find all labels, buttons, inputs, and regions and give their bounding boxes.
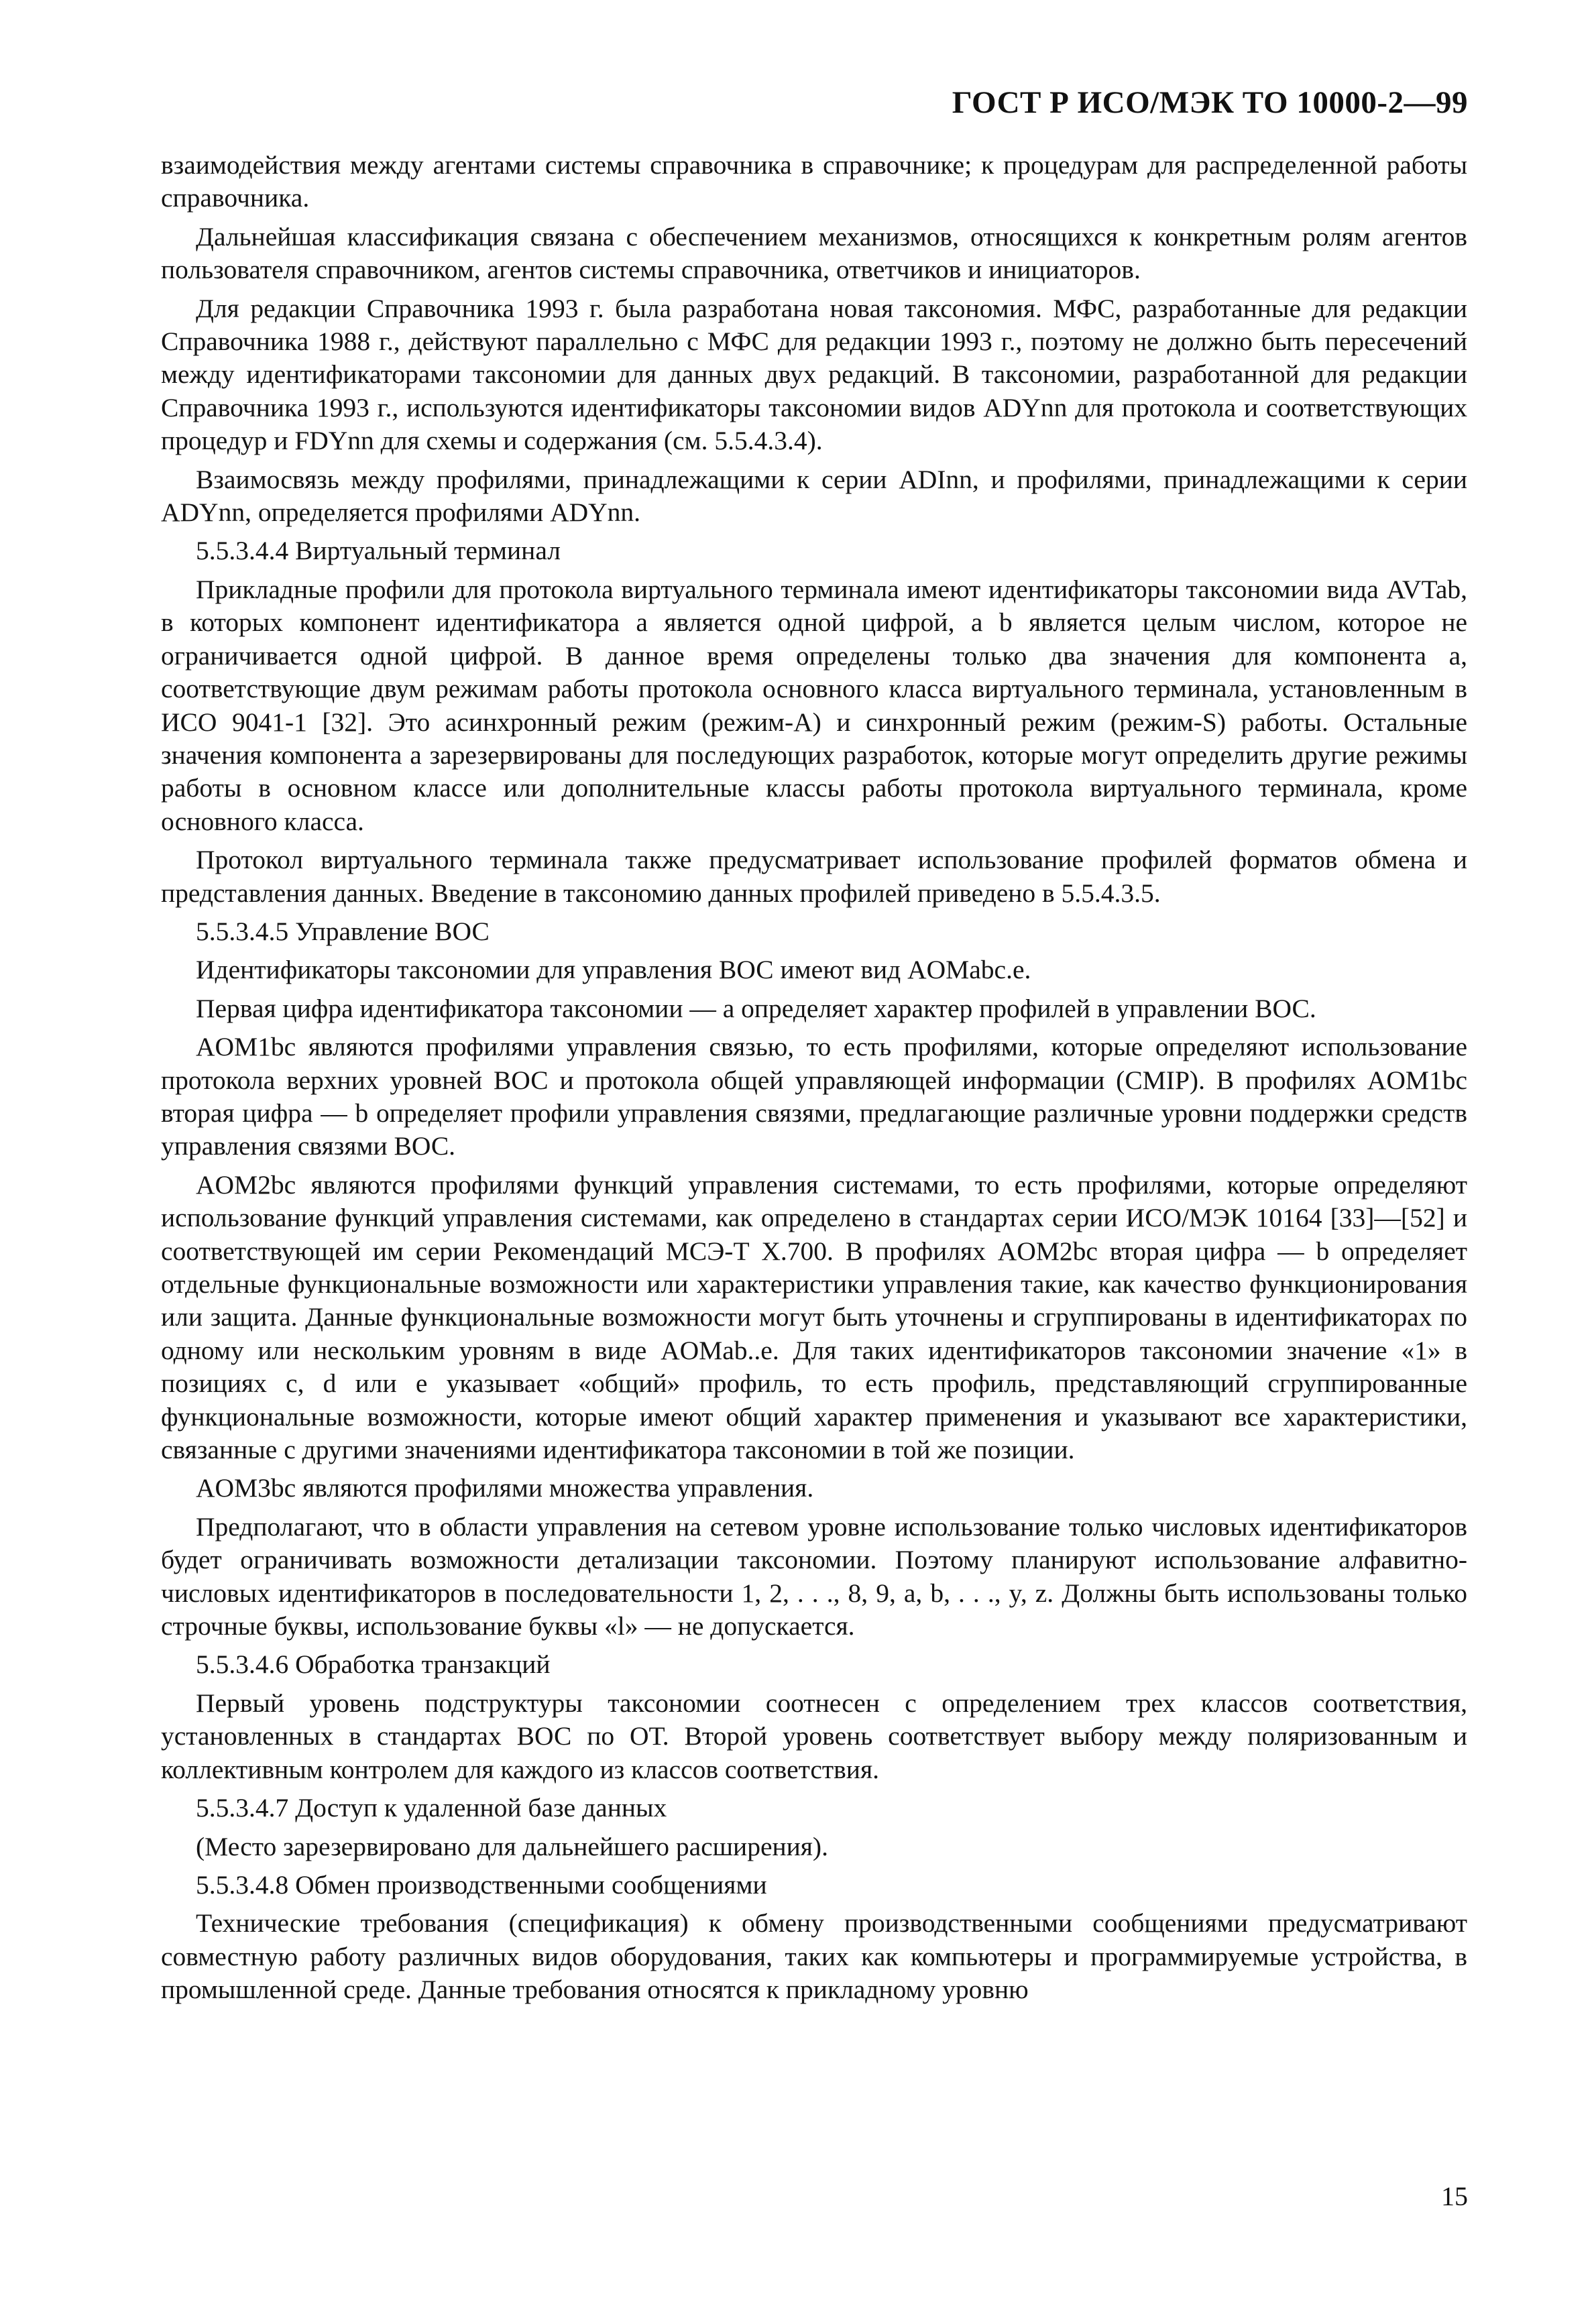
paragraph: Идентификаторы таксономии для управления ВОС имеют вид AOMabc.e. (196, 955, 1031, 985)
paragraph: Предполагают, что в области управления на сетевом уровне использование только числовых идентификаторов будет ограничивать возможности детализации таксономии. Поэтому планируют использование алфавитно-числовых идентификаторов в последовательности 1, 2, . . ., 8, 9, a, b, . . ., y, z. Должны быть использованы только строчные буквы, использование буквы «l» — не допускается. (161, 1511, 1467, 1641)
paragraph: Дальнейшая классификация связана с обеспечением механизмов, относящихся к конкретным ролям агентов пользователя справочником, агентов системы справочника, ответчиков и инициаторов. (161, 221, 1467, 285)
paragraph: AOM3bc являются профилями множества управления. (196, 1473, 814, 1503)
paragraph: Для редакции Справочника 1993 г. была разработана новая таксономия. МФС, разработанные для редакции Справочника 1988 г., действуют параллельно с МФС для редакции 1993 г., поэтому не должно быть пересечений между идентификаторами таксономии для данных двух редакций. В таксономии, разработанной для редакции Справочника 1993 г., используются идентификаторы таксономии видов ADYnn для протокола и соответствующих процедур и FDYnn для схемы и содержания (см. 5.5.4.3.4). (161, 293, 1467, 456)
paragraph: взаимодействия между агентами системы справочника в справочнике; к процедурам для распределенной работы справочника. (161, 150, 1467, 213)
section-heading: 5.5.3.4.5 Управление ВОС (196, 916, 490, 946)
document-code-header: ГОСТ Р ИСО/МЭК ТО 10000-2—99 (952, 85, 1468, 120)
paragraph: Первая цифра идентификатора таксономии — a определяет характер профилей в управлении ВОС. (196, 993, 1316, 1023)
section-heading: 5.5.3.4.4 Виртуальный терминал (196, 536, 561, 566)
paragraph: Протокол виртуального терминала также предусматривает использование профилей форматов обмена и представления данных. Введение в таксономию данных профилей приведено в 5.5.4.3.5. (161, 845, 1467, 908)
body-text (161, 149, 1467, 2012)
paragraph: Первый уровень подструктуры таксономии соотнесен с определением трех классов соответствия, установленных в стандартах ВОС по ОТ. Второй уровень соответствует выбору между поляризованным и коллективным контролем для каждого из классов соответствия. (161, 1688, 1467, 1784)
paragraph: Прикладные профили для протокола виртуального терминала имеют идентификаторы таксономии вида AVTab, в которых компонент идентификатора a является одной цифрой, а b является целым числом, которое не ограничивается одной цифрой. В данное время определены только два значения для компонента a, соответствующие двум режимам работы протокола основного класса виртуального терминала, установленным в ИСО 9041-1 [32]. Это асинхронный режим (режим-А) и синхронный режим (режим-S) работы. Остальные значения компонента a зарезервированы для последующих разработок, которые могут определить другие режимы работы в основном классе или дополнительные классы работы протокола виртуального терминала, кроме основного класса. (161, 574, 1467, 836)
section-heading: 5.5.3.4.7 Доступ к удаленной базе данных (196, 1793, 667, 1823)
page-number: 15 (1441, 2181, 1468, 2211)
section-heading: 5.5.3.4.6 Обработка транзакций (196, 1649, 551, 1680)
paragraph: Технические требования (спецификация) к обмену производственными сообщениями предусматривают совместную работу различных видов оборудования, таких как компьютеры и программируемые устройства, в промышленной среде. Данные требования относятся к прикладному уровню (161, 1908, 1467, 2005)
paragraph: Взаимосвязь между профилями, принадлежащими к серии ADInn, и профилями, принадлежащими к серии ADYnn, определяется профилями ADYnn. (161, 464, 1467, 528)
section-heading: 5.5.3.4.8 Обмен производственными сообщениями (196, 1869, 767, 1900)
paragraph: (Место зарезервировано для дальнейшего расширения). (196, 1831, 828, 1861)
paragraph: AOM1bc являются профилями управления связью, то есть профилями, которые определяют использование протокола верхних уровней ВОС и протокола общей управляющей информации (CMIP). В профилях AOM1bc вторая цифра — b определяет профили управления связями, предлагающие различные уровни поддержки средств управления связями ВОС. (161, 1032, 1467, 1161)
paragraph: AOM2bc являются профилями функций управления системами, то есть профилями, которые определяют использование функций управления системами, как определено в стандартах серии ИСО/МЭК 10164 [33]—[52] и соответствующей им серии Рекомендаций МСЭ-Т X.700. В профилях AOM2bc вторая цифра — b определяет отдельные функциональные возможности или характеристики управления такие, как качество функционирования или защита. Данные функциональные возможности могут быть уточнены и сгруппированы в идентификаторах по одному или нескольким уровням в виде AOMab..e. Для таких идентификаторов таксономии значение «1» в позициях c, d или e указывает «общий» профиль, то есть профиль, представляющий сгруппированные функциональные возможности, которые имеют общий характер применения и указывают все характеристики, связанные с другими значениями идентификатора таксономии в той же позиции. (161, 1169, 1467, 1465)
